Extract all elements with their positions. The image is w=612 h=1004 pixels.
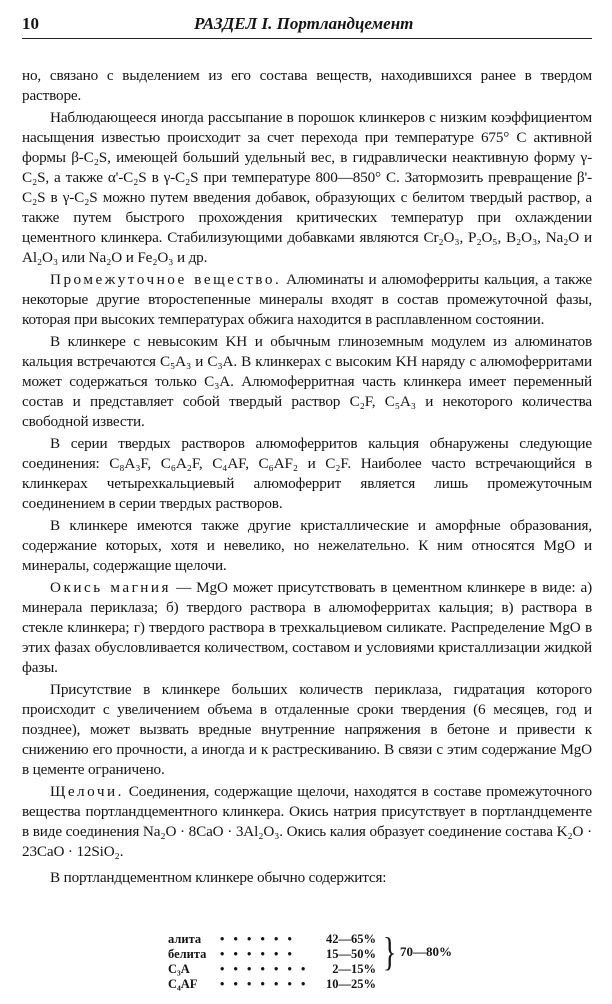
paragraph-text: В клинкере с невысоким KH и обычным глиноземным модулем из алюминатов кальция встречаются C₅A₃ и C₃A. В клинкерах с высоким KH наряду с алюмоферритами может содержаться только C₃A. Алюмоферритная часть клинкера имеет переменный состав и представляет собой твердый раствор C₂F, C₅A₃ и некоторого количества свободной извести.	[22, 333, 592, 430]
section-lead-alkalis: Щелочи.	[50, 783, 124, 800]
mineral-name: C₄AF	[168, 977, 198, 991]
dot-leader: • • • • • • •	[220, 977, 309, 991]
dot-leader: • • • • • •	[220, 932, 295, 946]
grouping-brace: }	[382, 929, 397, 974]
paragraph-aluminates	[22, 332, 592, 432]
paragraph-belite-dusting	[22, 108, 592, 268]
page-body	[22, 66, 592, 890]
paragraph-text: — MgO может присутствовать в цементном клинкере в виде: а) минерала периклаза; б) твердого раствора в алюмоферритах кальция; в) раствора в стекле клинкера; г) твердого раствора в трехкальциевом силикате. Распределение MgO в этих фазах обусловливается количеством, составом и условиями кристаллизации жидкой фазы.	[22, 579, 592, 676]
mineral-range: 10—25%	[326, 977, 376, 991]
composition-row	[168, 932, 376, 947]
paragraph-text: В портландцементном клинкере обычно содержится:	[50, 869, 387, 886]
mineral-name: C₃A	[168, 962, 190, 976]
paragraph-other-formations	[22, 516, 592, 576]
section-lead-intermediate: Промежуточное вещество.	[50, 271, 282, 288]
paragraph-text: Соединения, содержащие щелочи, находятся в составе промежуточного вещества портландцементного клинкера. Окись натрия присутствует в портландцементе в виде соединения Na₂O · 8CaO · 3Al₂O₃. Окись калия образует соединение состава K₂O · 23CaO · 12SiO₂.	[22, 783, 592, 860]
page-number: 10	[22, 14, 39, 33]
paragraph-text: В клинкере имеются также другие кристаллические и аморфные образования, содержание которых, хотя и невелико, но нежелательно. К ним относятся MgO и минералы, содержащие щелочи.	[22, 517, 592, 574]
paragraph-text: Присутствие в клинкере больших количеств периклаза, гидратация которого происходит с увеличением объема в отдаленные сроки твердения (6 месяцев, год и позднее), может вызвать вредные внутренние напряжения в бетоне и привести к снижению его прочности, а иногда и к растрескиванию. В связи с этим содержание MgO в цементе ограничено.	[22, 681, 592, 778]
mineral-range: 42—65%	[326, 932, 376, 946]
page-header	[22, 12, 592, 39]
paragraph-alkalis	[22, 782, 592, 862]
dot-leader: • • • • • • •	[220, 962, 309, 976]
composition-row	[168, 947, 376, 962]
paragraph-text: но, связано с выделением из его состава веществ, находившихся ранее в твердом растворе.	[22, 67, 592, 104]
mineral-range: 2—15%	[332, 962, 376, 976]
mineral-name: алита	[168, 932, 202, 946]
paragraph-aluminoferrites	[22, 434, 592, 514]
paragraph-intermediate-substance	[22, 270, 592, 330]
paragraph-clinker-contains	[22, 868, 592, 888]
combined-range: 70—80%	[400, 944, 452, 959]
paragraph-text: В серии твердых растворов алюмоферритов кальция обнаружены следующие соединения: C₈A₃F, C₆A₂F, C₄AF, C₆AF₂ и C₂F. Наиболее часто встречающийся в клинкерах четырехкальциевый алюмоферрит является лишь промежуточным соединением в серии твердых растворов.	[22, 435, 592, 512]
paragraph-magnesium-oxide	[22, 578, 592, 678]
running-title: РАЗДЕЛ I. Портландцемент	[194, 14, 414, 33]
paragraph-periclase	[22, 680, 592, 780]
composition-row	[168, 962, 376, 977]
paragraph-continuation	[22, 66, 592, 106]
mineral-name: белита	[168, 947, 207, 961]
paragraph-text: Алюминаты и алюмоферриты кальция, а также некоторые другие второстепенные минералы входят в состав промежуточной фазы, которая при высоких температурах обжига находится в расплавленном состоянии.	[22, 271, 593, 328]
dot-leader: • • • • • •	[220, 947, 295, 961]
mineral-range: 15—50%	[326, 947, 376, 961]
composition-row	[168, 977, 376, 992]
paragraph-text: Наблюдающееся иногда рассыпание в порошок клинкеров с низким коэффициентом насыщения известью происходит за счет перехода при температуре 675° C активной формы β-C₂S, имеющей больший удельный вес, в гидравлически неактивную форму γ-C₂S, а также α'-C₂S в γ-C₂S при температуре 800—850° C. Затормозить превращение β'-C₂S в γ-C₂S можно путем введения добавок, образующих с белитом твердый раствор, а также путем быстрого прохождения критических температур при охлаждении цементного клинкера. Стабилизующими добавками являются Cr₂O₃, P₂O₅, B₂O₃, Na₂O и Al₂O₃ или Na₂O и Fe₂O₃ и др.	[22, 109, 592, 266]
composition-table	[168, 929, 452, 992]
section-lead-magnesium-oxide: Окись магния	[50, 579, 172, 596]
